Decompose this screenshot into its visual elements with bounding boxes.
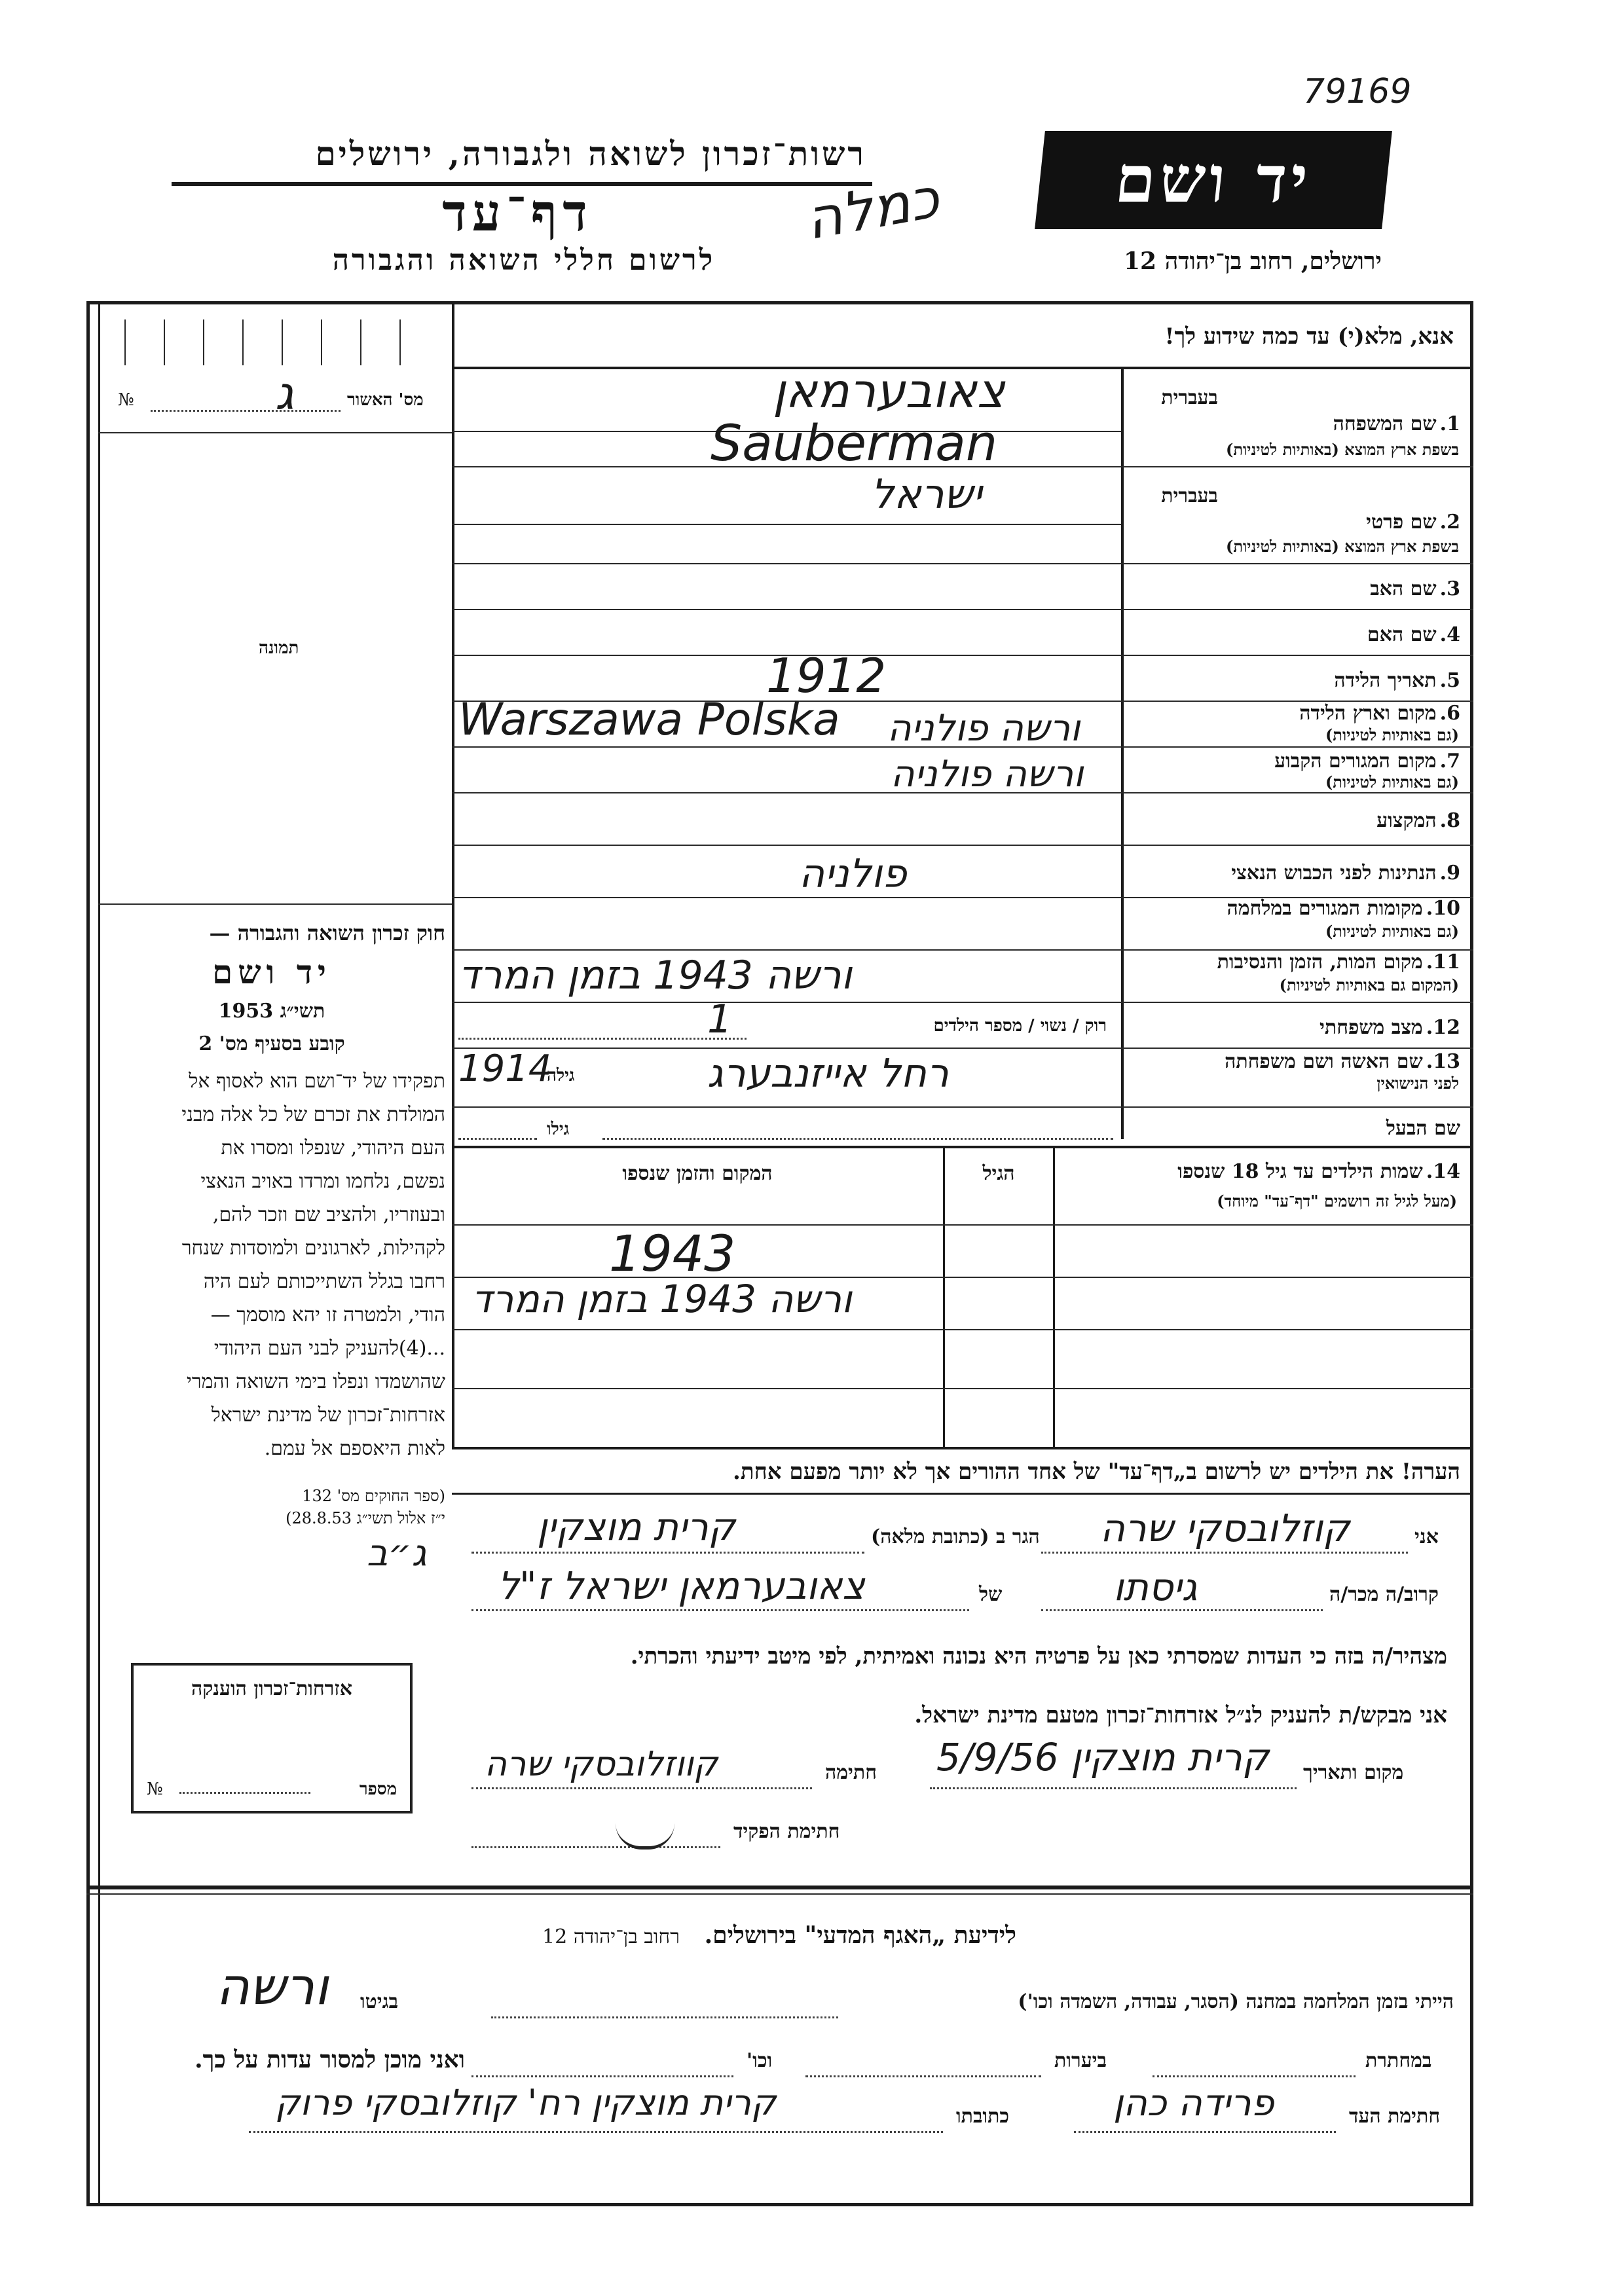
birthplace-latin: Warszawa Polska [458,694,840,746]
law-date: י״ז אלול תשי״ג 28.8.53) [286,1509,445,1527]
field-9-label [1130,862,1460,884]
field-12-title: מצב משפחתי [1320,1016,1423,1039]
decl-statement: מצהיר/ה בזה כי העדות שמסרתי כאן על פרטיה היא נכונה ואמיתית, לפי מיטב ידיעתי והכרתי. [630,1643,1447,1669]
bottom-address-label: כתובתו [956,2105,1010,2128]
decl-signature-value: קווזלובסקי שרה [485,1745,718,1784]
children-row-1-place: ורשה 1943 בזמן המרד [471,1277,852,1321]
header-address: ירושלים, רחוב בן־יהודה 12 [1123,247,1382,275]
decl-relation-value: גיסתו [1113,1565,1198,1609]
rule-before-children [452,1146,1473,1148]
children-count: 1 [707,996,733,1042]
field-12-number: 12. [1426,1016,1460,1039]
authority-name: רשות־זכרון לשואה ולגבורה, ירושלים [315,134,866,173]
decl-of-label: של [979,1583,1003,1606]
bottom-heading-text: לידיעת „האגף המדעי" בירושלים. [704,1922,1016,1949]
field-10-title: מקומות המגורים במלחמה [1227,897,1423,920]
family-status-options: רוק / נשוי / מספר הילדים [933,1016,1107,1036]
law-title: חוק זכרון השואה והגבורה — [209,920,445,945]
photo-label: תמונה [259,638,299,658]
law-year-row [98,995,445,1028]
law-line: המולדת את זכרם של כל אלה מבני [181,1103,445,1126]
wife-age-label: גילה [547,1066,575,1085]
field-5-label [1130,669,1460,692]
law-logo: יד ושם [212,953,331,991]
decl-place-date-value: קרית מוצקין 5/9/56 [936,1735,1270,1779]
law-line: שהושמדו ונפלו בימי השואה והמרי [186,1370,445,1393]
law-clause: קובע בסעיף מס' 2 [198,1032,345,1055]
field-4-title: שם האם [1367,623,1437,646]
rule-bottom-section [86,1886,1473,1889]
law-year-heb: תשי״ג [280,1000,325,1023]
husband-label: שם הבעל [1386,1117,1460,1140]
logo-text: יד ושם [1111,142,1316,217]
in-hebrew-label-1: בעברית [1161,386,1218,409]
field-2-title: שם פרטי [1366,511,1437,534]
children-row-1-year: 1943 [609,1224,736,1283]
law-line: לקהילות, לארגונים ולמוסדות שנחר [181,1237,445,1260]
decl-signature-label: חתימה [825,1761,877,1784]
wife-name-value: רחל אייזנבערג [707,1051,949,1097]
decl-witness-name: קוזלובסקי שרה [1100,1506,1350,1550]
field-1-number: 1. [1439,412,1460,435]
field-5-title: תאריך הלידה [1334,669,1437,692]
awarded-box [131,1663,413,1813]
field-10-label [1130,897,1460,920]
field-13-title: שם האשה ושם משפחתה [1225,1050,1423,1073]
law-body [98,1065,445,1465]
top-prompt: אנא, מלא(י) עד כמה שידוע לך! [1164,323,1454,350]
law-line: נפשם, נלחמו ומרדו באויב הנאצי [200,1170,445,1193]
field-10-number: 10. [1426,897,1460,920]
bottom-witness-sig-value: פרידה כהן [1113,2082,1274,2124]
law-line: אזרחות־זכרון של מדינת ישראל [211,1404,445,1427]
field-1-sub: בשפת ארץ המוצא (באותיות לטיניות) [1226,440,1459,459]
field-4-number: 4. [1439,623,1460,646]
field-3-number: 3. [1439,577,1460,600]
yad-vashem-logo [1035,131,1392,229]
law-line: ...(4)להעניק לבני העם היהודי [213,1337,445,1360]
field-7-sub: (גם באותיות לטיניות) [1325,773,1459,792]
law-line: העם היהודי, שנפלו ומסרו את [221,1137,445,1159]
law-line: לאות היאספם אל עמם. [264,1437,445,1460]
decl-place-date-label: מקום ותאריך [1303,1761,1404,1784]
children-age-column: הגיל [982,1162,1015,1185]
field-14-label [1058,1160,1460,1183]
field-10-sub: (גם באותיות לטיניות) [1325,922,1459,941]
bottom-witness-sig-label: חתימת העד [1349,2105,1441,2128]
field-7-number: 7. [1439,750,1460,773]
field-6-title: מקום וארץ הלידה [1299,702,1437,725]
law-line: תפקידו של יד־ושם הוא לאסוף אל [189,1070,445,1093]
field-11-number: 11. [1426,951,1460,974]
field-14-sub: (מעל לגיל זה רושמים "דף־עד" מיוחד) [1217,1192,1457,1211]
field-14-number: 14. [1426,1160,1460,1183]
field-8-number: 8. [1439,809,1460,832]
decl-resides-label: הגר ב (כתובת מלאה) [871,1525,1040,1548]
bottom-ghetto-label: בגיטו [360,1990,399,2013]
awarded-box-title: אזרחות־זכרון הוענקה [191,1677,353,1700]
tick-strip [105,319,452,372]
awarded-number-sign: № [147,1779,163,1799]
approval-label: מס' האשור [347,390,424,410]
field-9-number: 9. [1439,862,1460,884]
law-year: 1953 [218,1000,274,1023]
label-column-divider [1121,367,1124,1139]
bottom-partisans-label: ביערות [1054,2049,1107,2072]
field-11-label [1130,951,1460,974]
decl-deceased-value: צאובערמאן ישראל ז"ל [498,1563,865,1608]
bottom-ghetto-value: ורשה [216,1958,329,2016]
field-1-title: שם המשפחה [1333,412,1437,435]
law-line: רחבו בגלל השתייכותם לעם היה [203,1270,445,1293]
field-1-label [1130,412,1460,435]
rule-bottom-section-2 [86,1893,1473,1895]
field-12-label [1130,1016,1460,1039]
field-8-title: המקצוע [1376,809,1437,832]
law-reference: (ספר החוקים מס' 132 [302,1487,445,1505]
birth-year: 1912 [766,648,887,703]
law-sidebar [98,917,445,1529]
field-13-label [1130,1050,1460,1073]
field-3-title: שם האב [1370,577,1437,600]
rule-after-children [452,1447,1473,1449]
field-6-sub: (גם באותיות לטיניות) [1325,725,1459,744]
approval-number-sign: № [118,390,134,410]
approval-value: ג [275,367,294,420]
decl-margin-note: ג״ב [367,1532,427,1575]
field-14-title: שמות הילדים עד גיל 18 שנספו [1177,1160,1423,1183]
bottom-heading-address: רחוב בן־יהודה 12 [542,1925,680,1948]
field-4-label [1130,623,1460,646]
field-13-sub: לפני הנישואין [1376,1074,1459,1093]
decl-relative-label: קרוב/ה מכר/ה [1329,1583,1439,1606]
awarded-box-number [360,1779,397,1799]
bottom-camp-label: הייתי בזמן המלחמה במחנה (הסגר, עבודה, השמדה וכו') [1018,1990,1454,2013]
children-col-divider-2 [1053,1146,1055,1447]
field-5-number: 5. [1439,669,1460,692]
decl-official-signature-label: חתימת הפקיד [733,1820,840,1843]
field-6-label [1130,702,1460,725]
form-title: דף־עד [442,183,593,243]
first-name-hebrew: ישראל [871,470,982,518]
form-subtitle: לרשום חללי השואה והגבורה [332,244,716,277]
decl-request: אני מבקש/ת להעניק לנ״ל אזרחות־זכרון מטעם מדינת ישראל. [914,1702,1447,1728]
bottom-address-value: קרית מוצקין רח' קוזלובסקי פרוק [275,2082,777,2123]
decl-i-label: אני [1414,1525,1439,1548]
field-7-title: מקום המגורים הקבוע [1274,750,1437,773]
field-2-label [1130,511,1460,534]
decl-address-value: קרית מוצקין [537,1504,735,1549]
in-hebrew-label-2: בעברית [1161,484,1218,507]
bottom-etc-label: וכו' [747,2049,773,2072]
bottom-ready-label: ואני מוכן למסור עדות על כך. [194,2046,465,2073]
field-6-number: 6. [1439,702,1460,725]
children-col-divider-1 [943,1146,945,1447]
law-line: ובעוזריו, ולהציב שם וזכר להם, [212,1203,445,1226]
birthplace-hebrew: ורשה פולניה [887,707,1080,750]
field-13-number: 13. [1426,1050,1460,1073]
awarded-number-label: מספר [359,1779,397,1799]
field-11-sub: (המקום גם באותיות לטיניות) [1279,975,1459,994]
field-2-sub: בשפת ארץ המוצא (באותיות לטיניות) [1226,537,1459,556]
surname-latin: Sauberman [710,414,998,472]
law-line: הודי, ולמטרה זו יהא מוסמך — [210,1303,445,1326]
husband-age-label: גילו [547,1120,570,1139]
corner-number: 79169 [1303,72,1412,111]
field-3-label [1130,577,1460,600]
children-place-column: המקום והזמן שנספו [622,1162,773,1185]
wife-age-value: 1914 [458,1048,552,1090]
field-9-title: הנתינות לפני הכבוש הנאצי [1231,862,1437,884]
handwritten-header-note: כמלה [801,166,944,252]
children-note: הערה! את הילדים יש לרשום ב„דף־עד" של אחד ההורים אך לא יותר מפעם אחת. [733,1459,1460,1485]
bottom-heading [327,1922,1231,1949]
field-11-title: מקום המות, הזמן והנסיבות [1217,951,1423,974]
death-place-value: ורשה 1943 בזמן המרד [458,953,852,998]
field-7-label [1130,750,1460,773]
rule-after-note [452,1493,1473,1495]
nationality-value: פולניה [799,851,907,897]
residence-value: ורשה פולניה [891,753,1084,795]
surname-hebrew: צאובערמאן [773,363,1005,418]
field-2-number: 2. [1439,511,1460,534]
field-8-label [1130,809,1460,832]
bottom-underground-label: במחתרת [1365,2049,1432,2072]
